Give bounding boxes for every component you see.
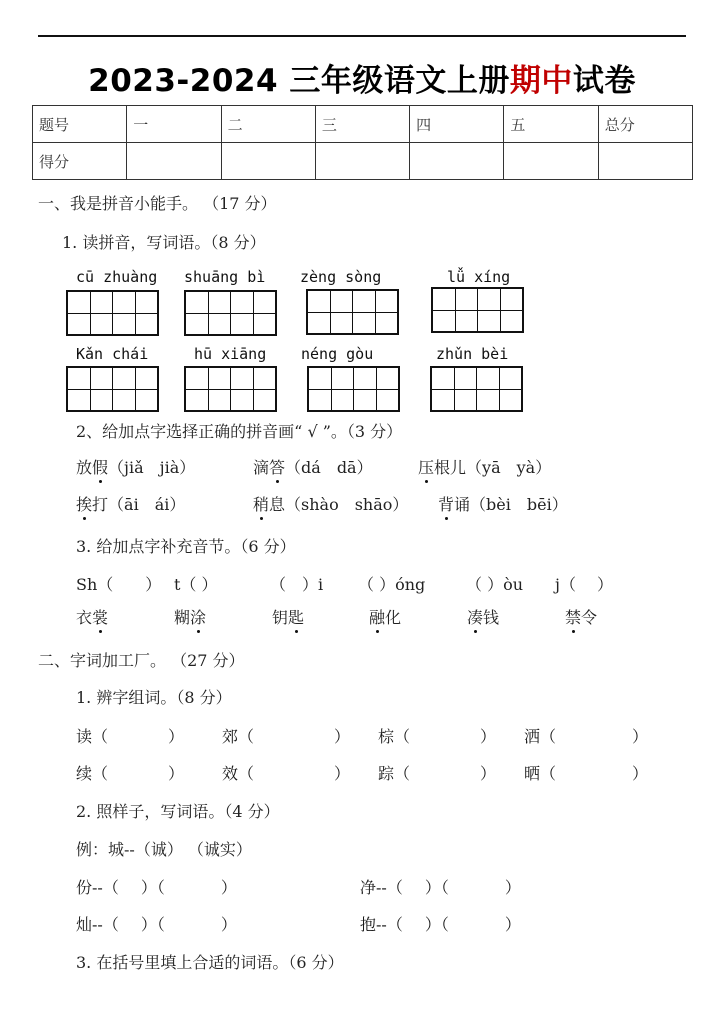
score-cell[interactable]: [221, 143, 315, 180]
score-header-cell: 二: [221, 106, 315, 143]
word-blank[interactable]: [360, 912, 521, 935]
writing-grid[interactable]: [66, 366, 159, 412]
writing-grid[interactable]: [184, 366, 277, 412]
score-row-label: 得分: [33, 143, 127, 180]
close-paren: ）: [168, 727, 185, 746]
writing-grid[interactable]: [431, 287, 524, 333]
score-header-cell: 三: [315, 106, 409, 143]
syllable-blank[interactable]: （ ）óng: [358, 575, 426, 594]
char-label: 灿--（: [76, 915, 119, 934]
s1-q3-heading: 3. 给加点字补充音节。（6 分）: [76, 537, 296, 556]
syllable-blank[interactable]: t（ ）: [174, 575, 218, 594]
pinyin-options[interactable]: （dá dā）: [285, 458, 373, 477]
score-header-cell: 四: [410, 106, 504, 143]
choice-item: [438, 492, 568, 515]
s2-q1-heading: 1. 辨字组词。（8 分）: [76, 688, 232, 707]
paren-sep: ）（: [424, 878, 449, 897]
char-label: 净--（: [360, 878, 403, 897]
score-cell[interactable]: [127, 143, 221, 180]
title-suffix: 试卷: [572, 63, 636, 99]
char-label: 份--（: [76, 878, 119, 897]
dotted-word: [565, 605, 597, 628]
writing-grid[interactable]: [306, 289, 399, 335]
close-paren: ）: [504, 878, 521, 897]
close-paren: ）: [334, 764, 351, 783]
score-cell[interactable]: [504, 143, 598, 180]
syllable-blank[interactable]: （ ）òu: [466, 575, 524, 594]
pinyin-options[interactable]: （bèi bēi）: [470, 495, 568, 514]
score-table-score-row: [33, 143, 693, 180]
syllable-blank[interactable]: j（ ）: [555, 575, 614, 594]
word-blank[interactable]: [76, 912, 237, 935]
pinyin-label: zèng sòng: [300, 268, 382, 286]
page-title: [0, 55, 724, 100]
word-part: 钥: [272, 608, 289, 627]
char-blank[interactable]: [524, 724, 648, 747]
char-label: 读（: [76, 727, 109, 746]
dotted-char: 凑: [467, 605, 483, 628]
score-cell[interactable]: [410, 143, 504, 180]
dotted-word: [467, 605, 499, 628]
char-label: 抱--（: [360, 915, 403, 934]
word-part: 滴: [253, 458, 270, 477]
char-blank[interactable]: [378, 724, 496, 747]
choice-item: [253, 455, 373, 478]
section1-heading: 一、我是拼音小能手。 （17 分）: [38, 194, 277, 213]
choice-item: [418, 455, 551, 478]
score-header-cell: 一: [127, 106, 221, 143]
score-header-cell: 总分: [598, 106, 692, 143]
word-blank[interactable]: [76, 875, 237, 898]
dotted-char: 背: [438, 492, 454, 515]
dotted-char: 答: [269, 455, 285, 478]
char-label: 郊（: [222, 727, 255, 746]
pinyin-options[interactable]: （yā yà）: [466, 458, 552, 477]
dotted-char: 涂: [190, 605, 206, 628]
choice-item: [76, 455, 195, 478]
word-part: 放: [76, 458, 93, 477]
syllable-blank[interactable]: （ ）i: [270, 575, 324, 594]
char-label: 踪（: [378, 764, 411, 783]
s2-q2-heading: 2. 照样子，写词语。（4 分）: [76, 802, 280, 821]
close-paren: ）: [220, 915, 237, 934]
dotted-word: [174, 605, 206, 628]
char-label: 效（: [222, 764, 255, 783]
dotted-char: 压: [418, 455, 434, 478]
char-blank[interactable]: [222, 724, 350, 747]
word-part: 糊: [174, 608, 191, 627]
char-blank[interactable]: [76, 761, 184, 784]
syllable-blank[interactable]: Sh（ ）: [76, 575, 162, 594]
close-paren: ）: [504, 915, 521, 934]
dotted-char: 挨: [76, 492, 92, 515]
score-header-cell: 五: [504, 106, 598, 143]
writing-grid[interactable]: [184, 290, 277, 336]
word-part: 令: [581, 608, 598, 627]
char-blank[interactable]: [222, 761, 350, 784]
pinyin-label: cū zhuàng: [76, 268, 158, 286]
word-part: 息: [269, 495, 286, 514]
pinyin-label: lǚ xíng: [447, 268, 511, 286]
close-paren: ）: [480, 727, 497, 746]
dotted-char: 假: [92, 455, 108, 478]
dotted-char: 稍: [253, 492, 269, 515]
writing-grid[interactable]: [307, 366, 400, 412]
close-paren: ）: [480, 764, 497, 783]
paren-sep: ）（: [140, 878, 165, 897]
char-blank[interactable]: [378, 761, 496, 784]
score-table-header-row: [33, 106, 693, 143]
s1-q2-heading: 2、给加点字选择正确的拼音画“ √ ”。（3 分）: [76, 422, 403, 441]
paren-sep: ）（: [424, 915, 449, 934]
word-part: 钱: [483, 608, 500, 627]
s1-q1-heading: 1. 读拼音，写词语。（8 分）: [62, 233, 266, 252]
pinyin-label: néng gòu: [301, 345, 374, 363]
close-paren: ）: [632, 727, 649, 746]
pinyin-options[interactable]: （āi ái）: [108, 495, 186, 514]
word-part: 化: [385, 608, 402, 627]
word-part: 打: [92, 495, 109, 514]
title-prefix: 2023-2024 三年级语文上册: [88, 63, 510, 99]
example-line: 例：城--（诚） （诚实）: [76, 840, 252, 859]
score-table: [32, 105, 693, 180]
choice-item: [253, 492, 408, 515]
close-paren: ）: [168, 764, 185, 783]
dotted-char: 裳: [92, 605, 108, 628]
pinyin-label: hū xiāng: [194, 345, 267, 363]
word-part: 诵: [454, 495, 471, 514]
word-blank[interactable]: [360, 875, 521, 898]
dotted-word: [76, 605, 108, 628]
char-label: 棕（: [378, 727, 411, 746]
char-label: 晒（: [524, 764, 557, 783]
word-part: 衣: [76, 608, 93, 627]
close-paren: ）: [220, 878, 237, 897]
top-rule: [38, 35, 686, 37]
writing-grid[interactable]: [430, 366, 523, 412]
dotted-word: [369, 605, 401, 628]
char-blank[interactable]: [524, 761, 648, 784]
pinyin-options[interactable]: （jiǎ jià）: [108, 458, 196, 477]
dotted-char: 禁: [565, 605, 581, 628]
char-label: 续（: [76, 764, 109, 783]
close-paren: ）: [334, 727, 351, 746]
word-part: 根儿: [434, 458, 467, 477]
s2-q3-heading: 3. 在括号里填上合适的词语。（6 分）: [76, 953, 344, 972]
char-label: 洒（: [524, 727, 557, 746]
section2-heading: 二、字词加工厂。 （27 分）: [38, 651, 245, 670]
dotted-char: 融: [369, 605, 385, 628]
char-blank[interactable]: [76, 724, 184, 747]
choice-item: [76, 492, 185, 515]
title-highlight: 期中: [509, 63, 573, 99]
score-cell[interactable]: [315, 143, 409, 180]
close-paren: ）: [632, 764, 649, 783]
dotted-char: 匙: [288, 605, 304, 628]
score-header-cell: 题号: [33, 106, 127, 143]
pinyin-label: shuāng bì: [184, 268, 266, 286]
pinyin-label: zhǔn bèi: [436, 345, 509, 363]
pinyin-options[interactable]: （shào shāo）: [285, 495, 409, 514]
pinyin-label: Kǎn chái: [76, 345, 149, 363]
score-cell[interactable]: [598, 143, 692, 180]
writing-grid[interactable]: [66, 290, 159, 336]
paren-sep: ）（: [140, 915, 165, 934]
dotted-word: [272, 605, 304, 628]
